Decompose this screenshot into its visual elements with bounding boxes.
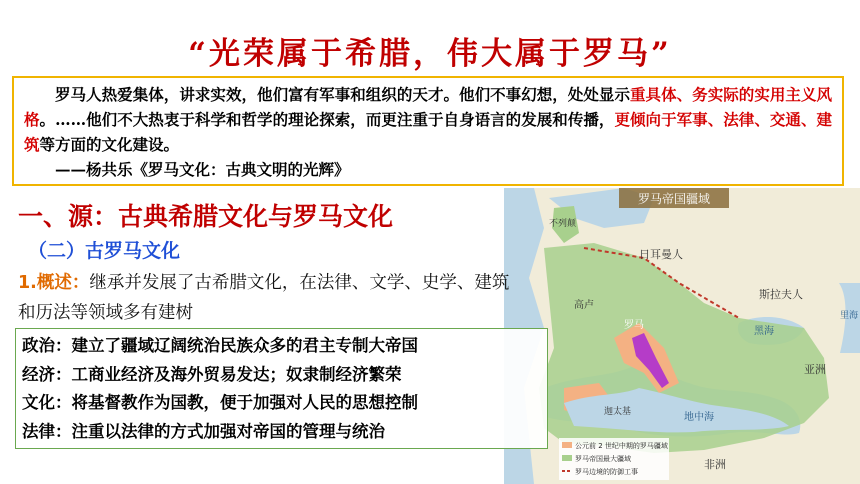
quote-seg1: 罗马人热爱集体，讲求实效，他们富有军事和组织的天才。他们不事幻想，处处显示 [55, 85, 630, 104]
quote-seg5: 等方面的文化建设。 [39, 135, 180, 154]
map-label-rome: 罗马 [624, 320, 644, 331]
map-image [504, 188, 860, 484]
map-label-africa: 非洲 [704, 458, 726, 471]
fact-culture: 文化：将基督教作为国教，便于加强对人民的思想控制 [22, 393, 418, 412]
quote-box [12, 76, 844, 186]
quote-attribution: ——杨共乐《罗马文化：古典文明的光辉》 [55, 160, 350, 179]
page-title: “光荣属于希腊，伟大属于罗马” [188, 36, 672, 72]
map-label-asia: 亚洲 [804, 363, 826, 376]
map-label-blacksea: 黑海 [754, 326, 774, 337]
legend-item-3: 罗马边境的防御工事 [575, 468, 638, 476]
section-heading: 一、源：古典希腊文化与罗马文化 [18, 202, 394, 231]
quote-highlight-2: 更倾向于军事、法律、交通、建筑 [24, 110, 832, 154]
map-legend [559, 438, 669, 480]
map-label-gaul: 高卢 [574, 300, 594, 311]
map-label-med: 地中海 [684, 412, 714, 423]
map-label-carthage: 迦太基 [604, 407, 632, 417]
subsection-heading: （二）古罗马文化 [28, 240, 181, 262]
legend-item-1: 公元前 2 世纪中期的罗马疆域 [575, 442, 668, 450]
map-label-caspian: 里海 [840, 311, 859, 321]
quote-seg3: 。……他们不大热衷于科学和哲学的理论探索，而更注重于自身语言的发展和传播， [39, 110, 615, 129]
fact-politics: 政治：建立了疆域辽阔统治民族众多的君主专制大帝国 [22, 336, 418, 355]
roman-empire-map [504, 188, 860, 484]
facts-box [15, 328, 548, 449]
map-label-slavs: 斯拉夫人 [759, 288, 803, 301]
overview-paragraph [18, 268, 518, 328]
fact-law: 法律：注重以法律的方式加强对帝国的管理与统治 [22, 421, 385, 441]
map-title: 罗马帝国疆域 [637, 192, 711, 206]
legend-item-2: 罗马帝国最大疆域 [575, 455, 631, 463]
fact-economy: 经济：工商业经济及海外贸易发达；奴隶制经济繁荣 [22, 364, 402, 384]
overview-label: 1.概述： [18, 273, 90, 293]
quote-highlight-1: 重具体、务实际的实用主义风格 [24, 85, 832, 129]
map-label-germans: 日耳曼人 [639, 248, 683, 261]
overview-text: 继承并发展了古希腊文化，在法律、文学、史学、建筑和历法等领域多有建树 [18, 273, 510, 323]
map-label-britain: 不列颠 [549, 219, 577, 229]
quote-text [24, 82, 832, 157]
